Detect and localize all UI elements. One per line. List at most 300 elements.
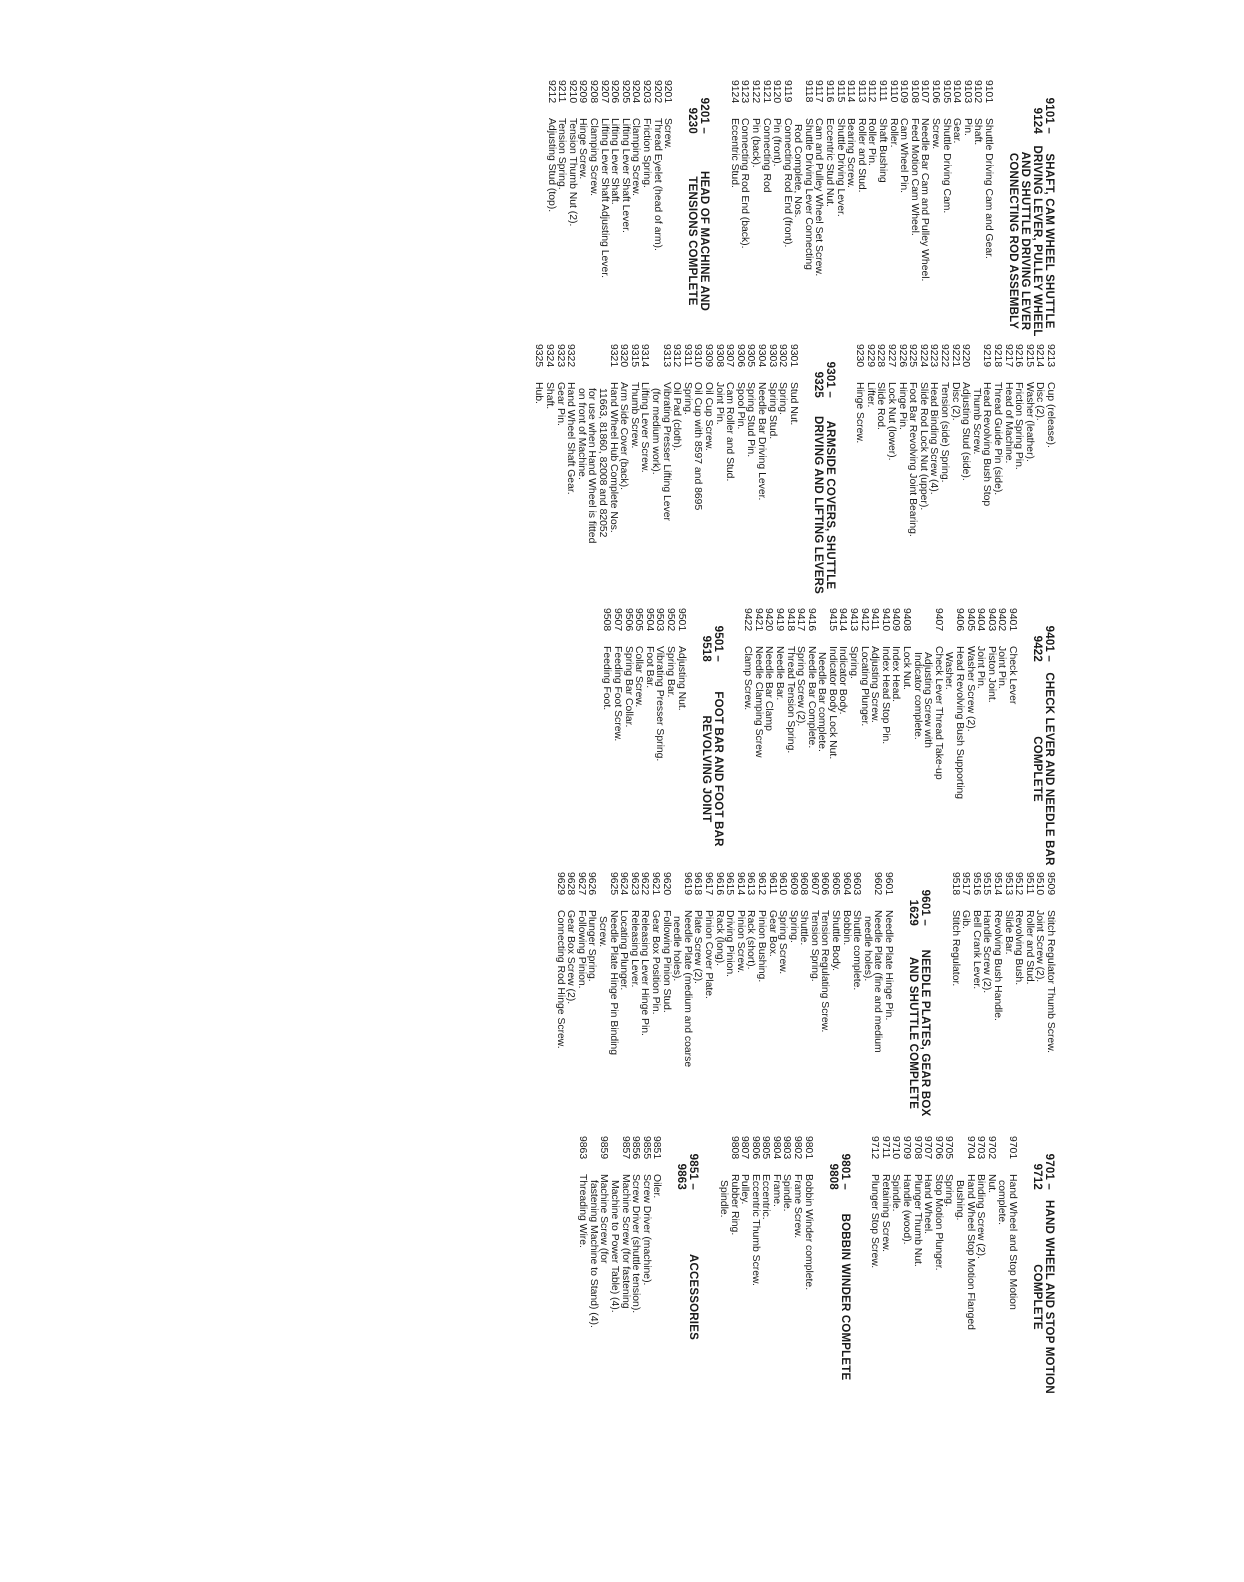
part-number: 9625	[607, 872, 619, 896]
part-row	[1044, 344, 1055, 602]
part-name: Hand Wheel Shaft Gear.	[565, 382, 577, 495]
part-name: Roller.	[887, 118, 899, 148]
section-heading	[827, 1136, 851, 1394]
part-row	[869, 1136, 880, 1394]
section-title: CHECK LEVER AND NEEDLE BAR COMPLETE	[1031, 672, 1055, 866]
parts-section	[728, 80, 1055, 338]
part-number: 9323	[554, 344, 566, 368]
section-heading	[686, 80, 710, 338]
part-row	[777, 872, 788, 1130]
part-row	[565, 344, 576, 602]
part-row	[1023, 344, 1034, 602]
part-row	[702, 872, 713, 1130]
part-name: for use when Hand Wheel is fitted	[586, 388, 598, 544]
part-number: 9315	[628, 344, 640, 368]
part-row	[879, 608, 890, 866]
part-number: 9322	[565, 344, 577, 368]
part-number: 9422	[742, 608, 754, 632]
part-name: Adjusting Stud (top).	[545, 118, 557, 213]
part-number: 9603	[851, 872, 863, 896]
part-name: Head Revolving Bush Supporting	[954, 646, 966, 800]
part-row	[777, 344, 788, 602]
part-name: Machine to Power Table) (4).	[608, 1180, 620, 1313]
part-name: Lifter.	[864, 382, 876, 408]
part-name: Feed Motion Cam Wheel.	[908, 118, 920, 236]
part-row	[805, 608, 816, 866]
part-name: Spindle.	[717, 1180, 729, 1218]
part-number: 9701	[1007, 1136, 1018, 1160]
part-row	[949, 344, 960, 602]
part-name: Pinion Screw.	[734, 910, 746, 973]
part-row	[953, 1136, 964, 1394]
part-row	[907, 344, 918, 602]
part-row	[837, 608, 848, 866]
part-name: Indicator complete.	[911, 652, 923, 740]
part-row	[784, 608, 795, 866]
part-row	[671, 872, 682, 1130]
part-row	[742, 608, 753, 866]
part-number: 9623	[628, 872, 640, 896]
section-heading	[1031, 1136, 1055, 1394]
part-number: 9508	[601, 608, 613, 632]
part-name: Locating Plunger.	[618, 910, 630, 991]
part-number: 9219	[981, 344, 993, 368]
part-number: 9108	[908, 80, 920, 104]
part-number: 9220	[960, 344, 972, 368]
part-number: 9304	[755, 344, 767, 368]
part-row	[713, 344, 724, 602]
part-name: Shaft Bushing	[877, 118, 889, 183]
part-row	[996, 1136, 1007, 1394]
part-name: Disc (2).	[949, 382, 961, 421]
part-number: 9209	[577, 80, 589, 104]
part-name: Needle Clamping Screw	[752, 646, 764, 758]
part-name: Frame Screw.	[792, 1174, 804, 1239]
part-row	[640, 80, 651, 338]
part-row	[787, 872, 798, 1130]
part-number: 9513	[1002, 872, 1014, 896]
part-row	[728, 80, 739, 338]
part-name: Gear Box.	[766, 910, 778, 957]
part-row	[586, 872, 597, 1130]
part-number: 9807	[739, 1136, 751, 1160]
parts-column	[275, 608, 1055, 872]
part-number: 9417	[795, 608, 807, 632]
part-name: Needle Bar Driving Lever.	[755, 382, 767, 501]
part-row	[1013, 344, 1024, 602]
part-name: Pulley.	[739, 1174, 751, 1205]
part-name: Adjusting Nut.	[675, 646, 687, 711]
part-name: Joint Screw (2).	[1034, 910, 1046, 983]
part-name: Friction Spring Pin.	[1013, 382, 1025, 470]
part-row	[577, 1136, 588, 1394]
part-row	[792, 80, 803, 338]
part-name: Rack (short).	[745, 910, 757, 970]
part-number: 9115	[834, 80, 846, 103]
part-number: 9313	[660, 344, 672, 368]
part-row	[819, 872, 830, 1130]
part-number: 9214	[1034, 344, 1046, 368]
part-number: 9120	[771, 80, 783, 104]
part-row	[798, 872, 809, 1130]
part-row	[611, 608, 622, 866]
part-row	[618, 872, 629, 1130]
part-number: 9516	[970, 872, 982, 896]
part-name: Bobbin.	[840, 910, 852, 946]
part-name: Hand Wheel Hub Complete Nos.	[607, 382, 619, 533]
part-name: Indicator Body Lock Nut.	[826, 646, 838, 760]
part-number: 9601	[883, 872, 895, 896]
part-name: Hinge Screw.	[854, 382, 866, 444]
parts-column	[275, 80, 1055, 344]
part-name: Collar Screw.	[633, 646, 645, 708]
part-number: 9421	[752, 608, 764, 632]
part-row	[752, 608, 763, 866]
part-row	[681, 344, 692, 602]
part-number: 9418	[784, 608, 796, 632]
part-number: 9626	[586, 872, 598, 896]
part-row	[619, 80, 630, 338]
part-row	[890, 1136, 901, 1394]
part-number: 9320	[618, 344, 630, 368]
part-number: 9502	[664, 608, 676, 632]
part-name: Gear Box Screw (2).	[565, 910, 577, 1005]
part-name: Adjusting Stud (side).	[960, 382, 972, 481]
part-row	[953, 608, 964, 866]
part-row	[660, 872, 671, 1130]
parts-section	[601, 608, 724, 866]
part-row	[724, 872, 735, 1130]
part-row	[922, 608, 933, 866]
part-number: 9310	[692, 344, 704, 368]
part-row	[1034, 872, 1045, 1130]
part-name: Following Pinion.	[575, 910, 587, 989]
part-number: 9706	[932, 1136, 944, 1160]
part-row	[598, 80, 609, 338]
part-number: 9225	[907, 344, 919, 368]
part-number: 9406	[954, 608, 966, 632]
part-number: 9628	[565, 872, 577, 896]
part-row	[1002, 344, 1013, 602]
part-number: 9408	[901, 608, 913, 632]
part-row	[1023, 872, 1034, 1130]
part-number: 9611	[766, 872, 778, 895]
part-name: Spring Bar.	[664, 646, 676, 698]
part-number: 9221	[949, 344, 961, 368]
part-row	[608, 1136, 619, 1394]
section-number-range: 9501 – 9518	[699, 625, 724, 662]
part-number: 9411	[869, 608, 881, 631]
part-name: Spring.	[681, 382, 693, 415]
part-name: Joint Pin.	[975, 646, 987, 689]
part-number: 9803	[781, 1136, 793, 1160]
part-row	[960, 344, 971, 602]
part-name: Stud Nut.	[787, 382, 799, 426]
part-name: Bobbin Winder complete.	[802, 1174, 814, 1291]
part-number: 9303	[766, 344, 778, 368]
part-row	[662, 80, 673, 338]
part-row	[1002, 872, 1013, 1130]
part-name: Spring.	[943, 1174, 955, 1207]
part-number: 9122	[749, 80, 761, 104]
part-row	[875, 344, 886, 602]
part-row	[766, 344, 777, 602]
part-number: 9308	[713, 344, 725, 368]
part-name: Following Pinion Stud.	[660, 910, 672, 1013]
part-number: 9230	[854, 344, 866, 368]
part-name: Threading Wire.	[577, 1174, 589, 1248]
part-number: 9802	[792, 1136, 804, 1160]
part-name: Needle Bar complete.	[816, 652, 828, 752]
section-number-range: 9401 – 9422	[1031, 625, 1055, 662]
part-number: 9617	[702, 872, 714, 896]
section-heading	[675, 1136, 699, 1394]
part-name: Roller and Stud.	[855, 118, 867, 193]
part-row	[554, 872, 565, 1130]
part-name: Slide Bar.	[1002, 910, 1014, 955]
part-name: Needle Plate Hinge Pin Binding	[607, 910, 619, 1055]
part-name: Needle Bar Complete.	[805, 646, 817, 749]
part-number: 9517	[960, 872, 972, 896]
part-name: Plunger Spring.	[586, 910, 598, 982]
part-number: 9204	[630, 80, 642, 104]
part-row	[545, 80, 556, 338]
part-number: 9419	[773, 608, 785, 632]
part-row	[911, 1136, 922, 1394]
part-name: Feeding Foot.	[601, 646, 613, 711]
part-row	[770, 1136, 781, 1394]
part-number: 9414	[837, 608, 849, 632]
parts-section	[742, 608, 1055, 866]
part-row	[996, 608, 1007, 866]
part-row	[692, 872, 703, 1130]
part-name: Cam and Pulley Wheel Set Screw.	[813, 118, 825, 277]
part-number: 9226	[896, 344, 908, 368]
part-number: 9212	[545, 80, 557, 104]
part-name: Hinge Screw.	[577, 118, 589, 180]
part-row	[734, 872, 745, 1130]
section-heading	[1031, 608, 1055, 866]
part-row	[795, 608, 806, 866]
part-row	[1013, 872, 1024, 1130]
part-number: 9117	[813, 80, 825, 103]
part-name: Friction Spring.	[640, 118, 652, 188]
part-row	[745, 344, 756, 602]
part-row	[760, 80, 771, 338]
part-name: Vibrating Presser Lifting Lever	[660, 382, 672, 521]
part-name: Shuttle Body.	[830, 910, 842, 972]
part-name: Spring Stud.	[766, 382, 778, 440]
part-name: Rack (long).	[713, 910, 725, 967]
section-heading	[907, 872, 931, 1130]
part-name: Hand Wheel.	[922, 1174, 934, 1235]
part-number: 9224	[917, 344, 929, 368]
section-number-range: 9851 – 9863	[675, 1153, 700, 1190]
part-number: 9605	[830, 872, 842, 896]
part-number: 9222	[939, 344, 951, 368]
part-number: 9518	[949, 872, 961, 896]
part-row	[851, 872, 862, 1130]
part-row	[922, 1136, 933, 1394]
part-row	[808, 872, 819, 1130]
part-name: Adjusting Screw.	[869, 646, 881, 723]
part-row	[943, 1136, 954, 1394]
part-row	[900, 1136, 911, 1394]
part-name: Head Revolving Bush Stop	[981, 382, 993, 507]
part-row	[991, 344, 1002, 602]
part-name: Pin (front).	[771, 118, 783, 167]
part-number: 9503	[654, 608, 666, 632]
part-row	[876, 80, 887, 338]
part-name: Head Binding Screw (4).	[928, 382, 940, 495]
part-row	[985, 1136, 996, 1394]
part-name: Connecting Rod	[760, 118, 772, 193]
part-name: Shaft.	[972, 118, 984, 146]
part-name: Cam Roller and Stud.	[724, 382, 736, 482]
part-name: Spring.	[777, 382, 789, 415]
part-name: Needle Bar Cam and Pulley Wheel.	[919, 118, 931, 282]
part-row	[640, 1136, 651, 1394]
part-number: 9314	[639, 344, 651, 368]
part-row	[649, 872, 660, 1130]
part-name: Oil Pad (cloth).	[671, 382, 683, 451]
part-row	[586, 344, 597, 602]
part-row	[854, 344, 865, 602]
part-number: 9208	[588, 80, 599, 104]
part-name: Roller and Stud.	[1023, 910, 1035, 985]
part-row	[745, 872, 756, 1130]
part-name: Tension Regulating Screw.	[819, 910, 831, 1033]
part-name: Revolving Bush.	[1013, 910, 1025, 986]
part-name: Connecting Rod End (front).	[781, 118, 793, 248]
part-name: Washer Screw (2).	[964, 646, 976, 732]
part-name: Bell Crank Lever.	[970, 910, 982, 990]
section-heading	[700, 608, 724, 866]
part-number: 9110	[887, 80, 899, 103]
part-number: 9113	[855, 80, 867, 103]
part-name: Gear.	[951, 118, 963, 144]
part-number: 9305	[745, 344, 757, 368]
section-title: ACCESSORIES	[687, 1254, 700, 1340]
part-number: 9805	[760, 1136, 772, 1160]
part-number: 9409	[890, 608, 902, 632]
part-name: Rod Complete, Nos.	[792, 124, 804, 218]
part-row	[1034, 344, 1045, 602]
part-number: 9859	[598, 1136, 610, 1160]
part-number: 9515	[981, 872, 993, 896]
part-name: Check Lever Thread Take-up	[932, 646, 944, 780]
part-row	[960, 872, 971, 1130]
part-name: Lock Nut.	[901, 646, 913, 690]
part-name: Pinion Cover Plate.	[702, 910, 714, 999]
part-name: Joint Pin.	[996, 646, 1008, 689]
part-name: Stitch Regulator.	[949, 910, 961, 987]
section-title: ARMSIDE COVERS, SHUTTLE DRIVING AND LIFTING LEVERS	[811, 416, 836, 594]
part-number: 9307	[724, 344, 736, 368]
part-name: Vibrating Presser Spring.	[654, 646, 666, 762]
part-name: complete.	[996, 1180, 1008, 1226]
part-name: fastening Machine to Stand) (4).	[587, 1180, 599, 1328]
part-number: 9504	[643, 608, 655, 632]
part-row	[896, 344, 907, 602]
part-row	[848, 608, 859, 866]
part-name: Check Lever	[1007, 646, 1018, 705]
part-row	[869, 608, 880, 866]
part-row	[607, 344, 618, 602]
part-name: Head of Machine.	[1002, 382, 1014, 464]
part-row	[830, 872, 841, 1130]
part-name: Index Head Stop Pin.	[879, 646, 891, 745]
part-row	[643, 608, 654, 866]
part-name: Needle Plate (fine and medium	[872, 910, 884, 1053]
part-row	[660, 344, 671, 602]
part-name: Spring Bar Collar.	[622, 646, 634, 728]
part-number: 9112	[866, 80, 878, 103]
part-row	[639, 344, 650, 602]
part-row	[981, 344, 992, 602]
part-name: Screw Driver (machine).	[640, 1174, 652, 1286]
part-row	[728, 1136, 739, 1394]
part-row	[858, 608, 869, 866]
part-name: Screw.	[662, 118, 674, 150]
part-name: Oil Cup with 8597 and 8695	[692, 382, 704, 511]
part-number: 9404	[975, 608, 987, 632]
part-number: 9509	[1045, 872, 1056, 896]
parts-section	[577, 1136, 700, 1394]
part-number: 9808	[728, 1136, 740, 1160]
part-number: 9401	[1007, 608, 1018, 632]
part-number: 9604	[840, 872, 852, 896]
parts-section	[854, 344, 1055, 602]
part-row	[887, 80, 898, 338]
part-name: Tension Thumb Nut (2).	[566, 118, 578, 227]
part-name: Thread Guide Pin (side).	[992, 382, 1004, 496]
part-row	[781, 80, 792, 338]
part-number: 9613	[745, 872, 757, 896]
part-number: 9512	[1013, 872, 1025, 896]
part-number: 9402	[996, 608, 1008, 632]
section-number-range: 9201 – 9230	[686, 97, 711, 134]
part-name: Thread Tension Spring.	[784, 646, 796, 754]
part-row	[855, 80, 866, 338]
part-row	[760, 1136, 771, 1394]
part-number: 9855	[640, 1136, 652, 1160]
part-row	[834, 80, 845, 338]
part-row	[596, 344, 607, 602]
part-number: 9711	[879, 1136, 891, 1159]
part-name: Cam Wheel Pin.	[898, 118, 910, 194]
part-row	[943, 608, 954, 866]
part-name: Washer.	[943, 652, 955, 690]
part-number: 9201	[662, 80, 674, 104]
parts-column	[275, 1136, 1055, 1400]
part-row	[587, 1136, 598, 1394]
part-number: 9709	[901, 1136, 913, 1160]
part-name: Lock Nut (lower).	[886, 382, 898, 461]
part-row	[975, 1136, 986, 1394]
part-row	[964, 608, 975, 866]
part-name: Tension Spring.	[808, 910, 820, 982]
section-title: BOBBIN WINDER COMPLETE	[838, 1213, 851, 1381]
part-number: 9410	[879, 608, 891, 632]
part-row	[566, 80, 577, 338]
parts-section	[554, 872, 931, 1130]
part-number: 9857	[619, 1136, 631, 1160]
part-row	[929, 80, 940, 338]
part-row	[681, 872, 692, 1130]
part-row	[898, 80, 909, 338]
part-row	[792, 1136, 803, 1394]
